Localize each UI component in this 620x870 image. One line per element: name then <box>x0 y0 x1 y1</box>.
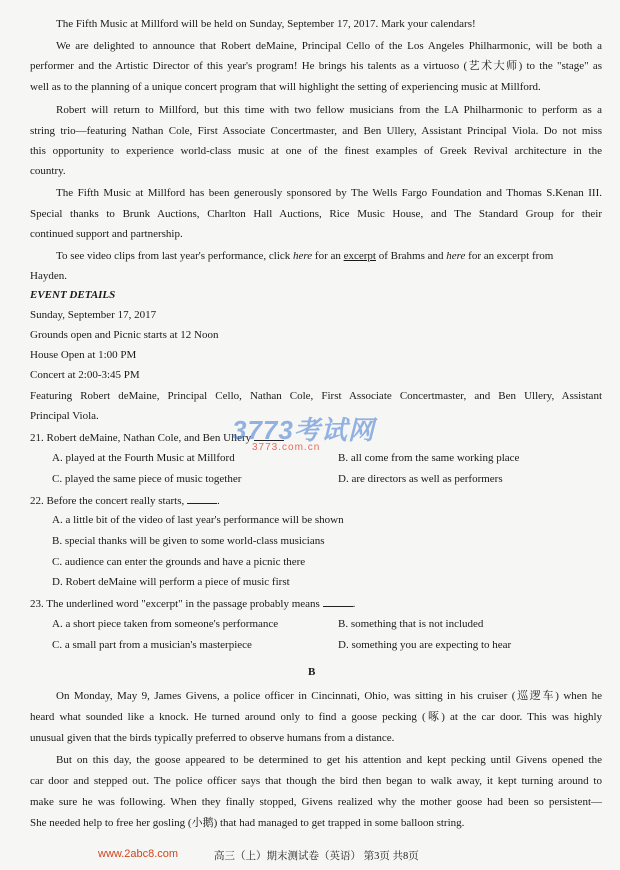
featuring-line: Principal Viola. <box>30 410 99 422</box>
option-c: C. audience can enter the grounds and have a picnic there <box>52 556 306 568</box>
featuring-line: Featuring Robert deMaine, Principal Cello, Nathan Cole, First Associate Concertmaster, and Ben Ullery, Assistant <box>30 390 602 402</box>
paragraph-line: well as to the planning of a unique concert program that will highlight the setting of experiencing music at Millford. <box>30 81 541 93</box>
paragraph-line: Hayden. <box>30 270 67 282</box>
option-a: A. a little bit of the video of last year's performance will be shown <box>52 514 344 526</box>
option-a: A. a short piece taken from someone's performance <box>52 618 279 630</box>
option-b: B. all come from the same working place <box>338 452 520 464</box>
option-b: B. special thanks will be given to some world-class musicians <box>52 535 325 547</box>
option-d: D. Robert deMaine will perform a piece of music first <box>52 576 290 588</box>
event-detail: Grounds open and Picnic starts at 12 Noon <box>30 329 219 341</box>
option-b: B. something that is not included <box>338 618 484 630</box>
question-23-stem: 23. The underlined word "excerpt" in the passage probably means . <box>30 598 356 610</box>
paragraph-line: We are delighted to announce that Robert deMaine, Principal Cello of the Los Angeles Philharmonic, will be both a <box>56 40 602 52</box>
option-c: C. played the same piece of music together <box>52 473 242 485</box>
paragraph-line: this opportunity to experience world-class music at one of the finest examples of Greek Revival architecture in the <box>30 145 602 157</box>
event-detail: Sunday, September 17, 2017 <box>30 309 157 321</box>
paragraph-line: Robert will return to Millford, but this time with two fellow musicians from the LA Philharmonic to perform as a <box>56 104 602 116</box>
intro-line: The Fifth Music at Millford will be held on Sunday, September 17, 2017. Mark your calendars! <box>56 18 476 30</box>
paragraph-line: heard what sounded like a knock. He turned around only to find a goose pecking (啄) at the car door. This was highly <box>30 711 602 723</box>
option-c: C. a small part from a musician's masterpiece <box>52 639 252 651</box>
option-d: D. something you are expecting to hear <box>338 639 512 651</box>
paragraph-line: string trio—featuring Nathan Cole, First Associate Concertmaster, and Ben Ullery, Assistant Principal Viola. Do not miss <box>30 125 602 137</box>
watermark-url: 3773.com.cn <box>252 442 321 453</box>
paragraph-line: make sure he was following. When they finally stopped, Givens realized why the mother goose had been so persistent— <box>30 796 602 808</box>
paragraph-line: car door and stepped out. The police officer says that though the bird then began to walk away, it kept turning around to <box>30 775 602 787</box>
option-a: A. played at the Fourth Music at Millford <box>52 452 235 464</box>
paragraph-line: country. <box>30 165 66 177</box>
watermark-logo: 3773考试网 <box>232 415 375 445</box>
paragraph-line: continued support and partnership. <box>30 228 183 240</box>
paragraph-line: But on this day, the goose appeared to be determined to get his attention and kept pecking until Givens opened the <box>56 754 602 766</box>
paragraph-line: On Monday, May 9, James Givens, a police officer in Cincinnati, Ohio, was sitting in his cruiser (巡逻车) when he <box>56 690 602 702</box>
event-detail: House Open at 1:00 PM <box>30 349 137 361</box>
excerpt-underlined-word: excerpt <box>343 250 376 262</box>
paragraph-line: performer and the Artistic Director of this year's program! He brings his talents as a virtuoso (艺术大师) to the "stage" as <box>30 60 602 72</box>
paragraph-line: unusual given that the birds typically preferred to observe humans from a distance. <box>30 732 395 744</box>
answer-blank <box>187 493 217 504</box>
footer-site-link[interactable]: www.2abc8.com <box>98 848 179 860</box>
paragraph-line: Special thanks to Brunk Auctions, Charlton Hall Auctions, Rice Music House, and The Standard Group for their <box>30 208 602 220</box>
event-detail: Concert at 2:00-3:45 PM <box>30 369 140 381</box>
paragraph-line: The Fifth Music at Millford has been generously sponsored by The Wells Fargo Foundation and Thomas S.Kenan III. <box>56 187 602 199</box>
video-clip-line: To see video clips from last year's performance, click here for an excerpt of Brahms and here for an excerpt from <box>56 250 554 262</box>
section-b-label: B <box>308 666 316 678</box>
here-link[interactable]: here <box>446 250 466 262</box>
question-21-stem: 21. Robert deMaine, Nathan Cole, and Ben Ullery <box>30 430 284 445</box>
here-link[interactable]: here <box>293 250 313 262</box>
event-details-heading: EVENT DETAILS <box>30 289 116 301</box>
option-d: D. are directors as well as performers <box>338 473 503 485</box>
answer-blank <box>323 596 353 607</box>
question-22-stem: 22. Before the concert really starts, . <box>30 495 220 507</box>
paragraph-line: She needed help to free her gosling (小鹅) that had managed to get trapped in some balloon string. <box>30 817 465 829</box>
footer-page-number: 高三（上）期末测试卷（英语） 第3页 共8页 <box>214 851 419 862</box>
